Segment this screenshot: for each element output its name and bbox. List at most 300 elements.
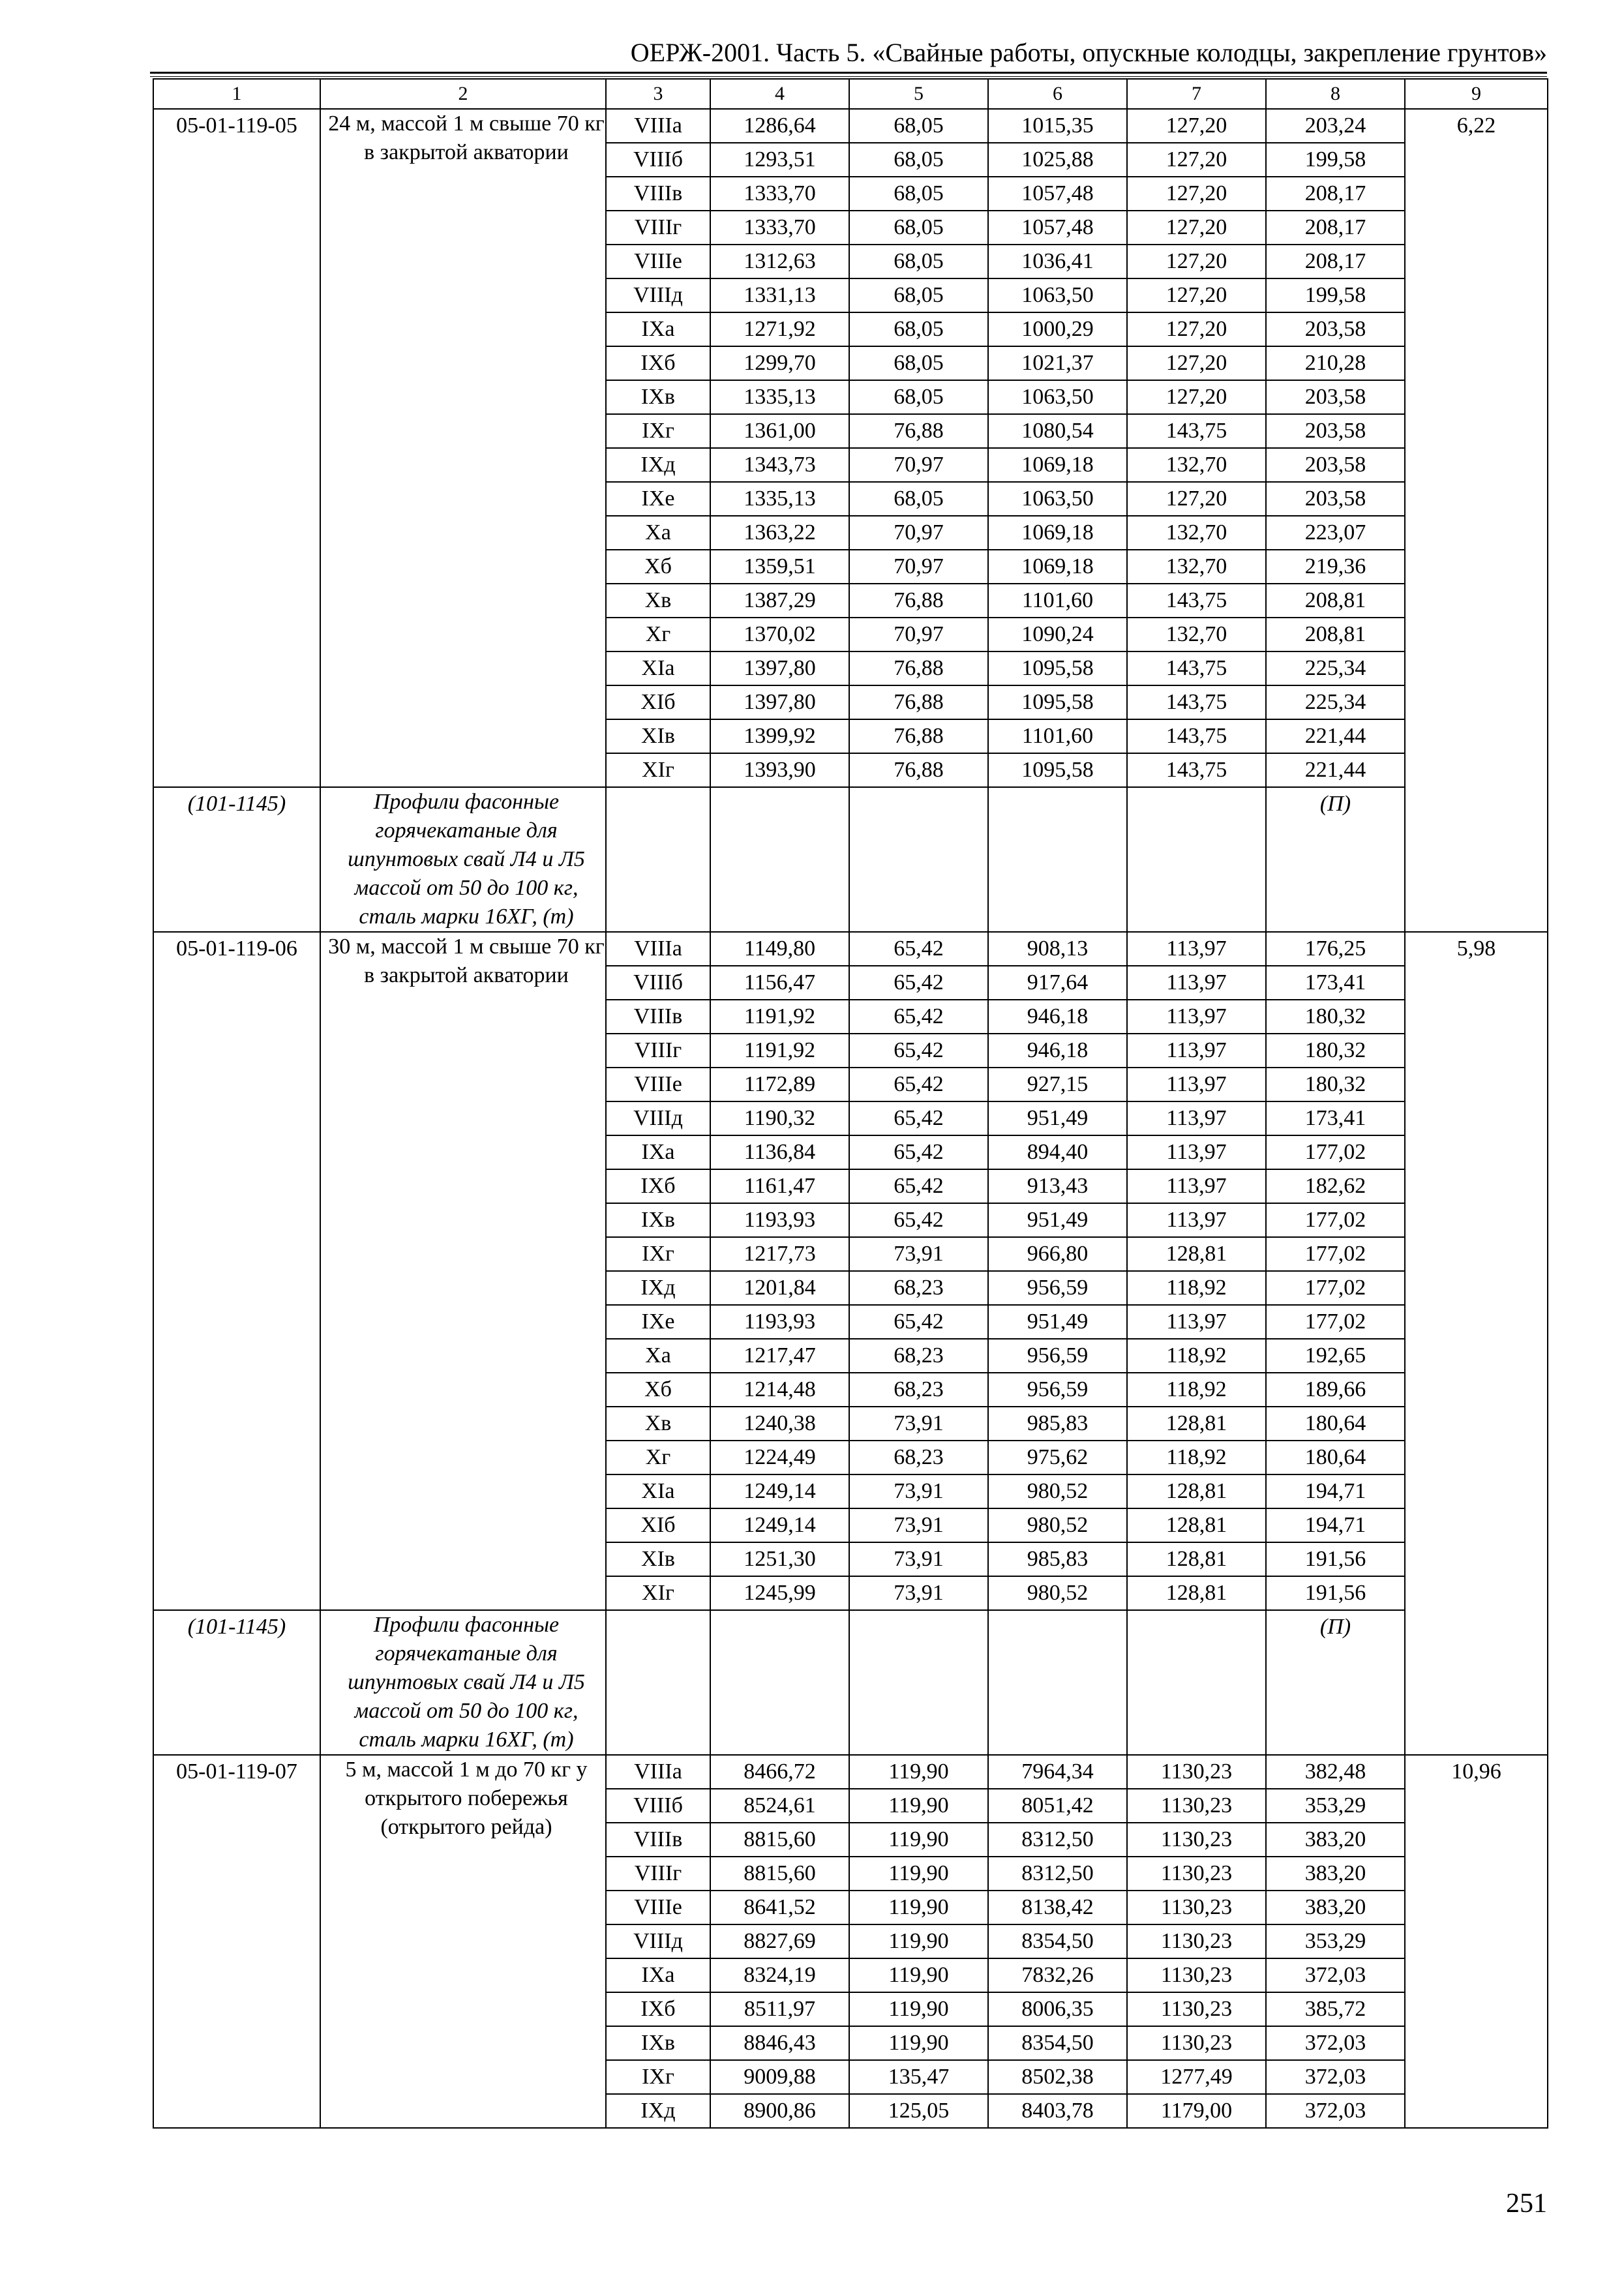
ground-category: VIIIг xyxy=(606,1857,710,1891)
value-cell: 127,20 xyxy=(1127,346,1266,380)
column-number: 3 xyxy=(606,79,710,109)
value-cell: 8641,52 xyxy=(710,1891,849,1924)
value-cell: 1130,23 xyxy=(1127,1958,1266,1992)
value-cell: 1191,92 xyxy=(710,1000,849,1034)
value-cell: 383,20 xyxy=(1266,1857,1405,1891)
value-cell: 177,02 xyxy=(1266,1271,1405,1305)
value-cell: 203,58 xyxy=(1266,380,1405,414)
value-cell: 191,56 xyxy=(1266,1576,1405,1610)
ground-category: IXв xyxy=(606,380,710,414)
value-cell: 68,05 xyxy=(849,482,988,516)
value-cell: 1069,18 xyxy=(988,550,1127,584)
empty-cell xyxy=(849,787,988,932)
value-cell: 113,97 xyxy=(1127,1034,1266,1068)
header-rule-thin xyxy=(150,76,1547,77)
value-cell: 73,91 xyxy=(849,1508,988,1542)
value-cell: 913,43 xyxy=(988,1169,1127,1203)
value-cell: 1249,14 xyxy=(710,1474,849,1508)
ground-category: VIIIа xyxy=(606,1755,710,1789)
table-row xyxy=(153,1755,1548,1789)
value-cell: 70,97 xyxy=(849,448,988,482)
empty-cell xyxy=(988,787,1127,932)
value-cell: 219,36 xyxy=(1266,550,1405,584)
value-cell: 1397,80 xyxy=(710,685,849,719)
value-cell: 1057,48 xyxy=(988,211,1127,245)
value-cell: 1136,84 xyxy=(710,1135,849,1169)
value-cell: 143,75 xyxy=(1127,685,1266,719)
value-cell: 68,05 xyxy=(849,143,988,177)
value-cell: 8138,42 xyxy=(988,1891,1127,1924)
rate-code: 05-01-119-06 xyxy=(153,932,320,1610)
value-cell: 1156,47 xyxy=(710,966,849,1000)
value-cell: 1217,73 xyxy=(710,1237,849,1271)
ground-category: XIв xyxy=(606,719,710,753)
value-cell: 76,88 xyxy=(849,414,988,448)
ground-category: Xа xyxy=(606,516,710,550)
value-cell: 1021,37 xyxy=(988,346,1127,380)
ground-category: IXг xyxy=(606,2060,710,2094)
value-cell: 73,91 xyxy=(849,1407,988,1441)
ground-category: IXа xyxy=(606,312,710,346)
value-cell: 1271,92 xyxy=(710,312,849,346)
ground-category: XIб xyxy=(606,1508,710,1542)
ground-category: VIIIб xyxy=(606,1789,710,1823)
value-cell: 118,92 xyxy=(1127,1373,1266,1407)
material-description: Профили фасонные горячекатаные для шпунтовых свай Л4 и Л5 массой от 50 до 100 кг, сталь марки 16ХГ, (т) xyxy=(320,787,606,932)
value-cell: 128,81 xyxy=(1127,1474,1266,1508)
value-cell: 143,75 xyxy=(1127,584,1266,618)
value-cell: 143,75 xyxy=(1127,753,1266,787)
ground-category: IXг xyxy=(606,414,710,448)
page-header-title: ОЕРЖ-2001. Часть 5. «Свайные работы, опускные колодцы, закрепление грунтов» xyxy=(630,38,1547,67)
value-cell: 68,23 xyxy=(849,1271,988,1305)
value-cell: 894,40 xyxy=(988,1135,1127,1169)
ground-category: Xг xyxy=(606,1441,710,1474)
value-cell: 208,81 xyxy=(1266,584,1405,618)
empty-cell xyxy=(1127,787,1266,932)
value-cell: 372,03 xyxy=(1266,2060,1405,2094)
material-code: (101-1145) xyxy=(153,1610,320,1755)
value-cell: 76,88 xyxy=(849,719,988,753)
value-cell: 956,59 xyxy=(988,1373,1127,1407)
value-cell: 1161,47 xyxy=(710,1169,849,1203)
value-cell: 73,91 xyxy=(849,1474,988,1508)
value-cell: 1000,29 xyxy=(988,312,1127,346)
value-cell: 180,64 xyxy=(1266,1407,1405,1441)
value-cell: 65,42 xyxy=(849,1101,988,1135)
value-cell: 65,42 xyxy=(849,1203,988,1237)
value-cell: 113,97 xyxy=(1127,966,1266,1000)
value-cell: 68,05 xyxy=(849,245,988,278)
value-cell: 1333,70 xyxy=(710,177,849,211)
column-number: 5 xyxy=(849,79,988,109)
value-cell: 951,49 xyxy=(988,1305,1127,1339)
ground-category: VIIIб xyxy=(606,143,710,177)
value-cell: 125,05 xyxy=(849,2094,988,2128)
value-cell: 223,07 xyxy=(1266,516,1405,550)
value-cell: 194,71 xyxy=(1266,1474,1405,1508)
value-cell: 65,42 xyxy=(849,1068,988,1101)
value-cell: 68,05 xyxy=(849,312,988,346)
value-cell: 383,20 xyxy=(1266,1891,1405,1924)
value-cell: 985,83 xyxy=(988,1542,1127,1576)
rate-description: 24 м, массой 1 м свыше 70 кг в закрытой акватории xyxy=(320,109,606,787)
ground-category: VIIIб xyxy=(606,966,710,1000)
value-cell: 65,42 xyxy=(849,966,988,1000)
value-cell: 119,90 xyxy=(849,1891,988,1924)
material-description: Профили фасонные горячекатаные для шпунтовых свай Л4 и Л5 массой от 50 до 100 кг, сталь марки 16ХГ, (т) xyxy=(320,1610,606,1755)
column-number: 7 xyxy=(1127,79,1266,109)
ground-category: XIв xyxy=(606,1542,710,1576)
value-cell: 1130,23 xyxy=(1127,1992,1266,2026)
ground-category: VIIIе xyxy=(606,1068,710,1101)
value-cell: 1217,47 xyxy=(710,1339,849,1373)
value-cell: 8354,50 xyxy=(988,2026,1127,2060)
empty-cell xyxy=(710,787,849,932)
value-cell: 128,81 xyxy=(1127,1542,1266,1576)
value-cell: 127,20 xyxy=(1127,143,1266,177)
value-cell: 7964,34 xyxy=(988,1755,1127,1789)
value-cell: 191,56 xyxy=(1266,1542,1405,1576)
value-cell: 68,05 xyxy=(849,278,988,312)
price-table-body xyxy=(153,79,1548,2128)
value-cell: 8006,35 xyxy=(988,1992,1127,2026)
value-cell: 73,91 xyxy=(849,1237,988,1271)
value-cell: 917,64 xyxy=(988,966,1127,1000)
value-cell: 1245,99 xyxy=(710,1576,849,1610)
ground-category: Xв xyxy=(606,1407,710,1441)
value-cell: 1393,90 xyxy=(710,753,849,787)
table-row xyxy=(153,109,1548,143)
value-cell: 68,05 xyxy=(849,380,988,414)
value-cell: 8900,86 xyxy=(710,2094,849,2128)
value-cell: 119,90 xyxy=(849,2026,988,2060)
value-cell: 203,58 xyxy=(1266,482,1405,516)
value-cell: 113,97 xyxy=(1127,1169,1266,1203)
value-cell: 76,88 xyxy=(849,753,988,787)
ground-category: VIIIв xyxy=(606,177,710,211)
ground-category: VIIIе xyxy=(606,245,710,278)
value-cell: 119,90 xyxy=(849,1823,988,1857)
value-cell: 372,03 xyxy=(1266,2026,1405,2060)
value-cell: 119,90 xyxy=(849,1992,988,2026)
value-cell: 177,02 xyxy=(1266,1305,1405,1339)
value-cell: 1063,50 xyxy=(988,482,1127,516)
value-cell: 8511,97 xyxy=(710,1992,849,2026)
value-cell: 383,20 xyxy=(1266,1823,1405,1857)
value-cell: 128,81 xyxy=(1127,1407,1266,1441)
ground-category: XIг xyxy=(606,1576,710,1610)
value-cell: 127,20 xyxy=(1127,245,1266,278)
value-cell: 176,25 xyxy=(1266,932,1405,966)
value-cell: 8846,43 xyxy=(710,2026,849,2060)
ground-category: XIа xyxy=(606,651,710,685)
value-cell: 1361,00 xyxy=(710,414,849,448)
ground-category: VIIIа xyxy=(606,932,710,966)
value-cell: 8815,60 xyxy=(710,1857,849,1891)
value-cell: 221,44 xyxy=(1266,753,1405,787)
value-cell: 1063,50 xyxy=(988,278,1127,312)
value-cell: 1335,13 xyxy=(710,380,849,414)
value-cell: 203,58 xyxy=(1266,448,1405,482)
value-cell: 1090,24 xyxy=(988,618,1127,651)
value-cell: 127,20 xyxy=(1127,482,1266,516)
value-cell: 128,81 xyxy=(1127,1576,1266,1610)
value-cell: 76,88 xyxy=(849,685,988,719)
value-cell: 1201,84 xyxy=(710,1271,849,1305)
value-cell: 208,81 xyxy=(1266,618,1405,651)
value-cell: 113,97 xyxy=(1127,1135,1266,1169)
value-cell: 1286,64 xyxy=(710,109,849,143)
value-cell: 180,32 xyxy=(1266,1034,1405,1068)
value-cell: 1069,18 xyxy=(988,448,1127,482)
value-cell: 980,52 xyxy=(988,1474,1127,1508)
value-cell: 1130,23 xyxy=(1127,1891,1266,1924)
value-cell: 985,83 xyxy=(988,1407,1127,1441)
value-cell: 70,97 xyxy=(849,550,988,584)
ground-category: IXд xyxy=(606,448,710,482)
empty-cell xyxy=(1127,1610,1266,1755)
value-cell: 189,66 xyxy=(1266,1373,1405,1407)
column-number: 2 xyxy=(320,79,606,109)
table-row xyxy=(153,932,1548,966)
value-cell: 68,23 xyxy=(849,1441,988,1474)
value-cell: 8815,60 xyxy=(710,1823,849,1857)
value-cell: 118,92 xyxy=(1127,1339,1266,1373)
ground-category: VIIIв xyxy=(606,1823,710,1857)
value-cell: 180,32 xyxy=(1266,1000,1405,1034)
value-cell: 980,52 xyxy=(988,1576,1127,1610)
ground-category: Xб xyxy=(606,1373,710,1407)
value-cell: 966,80 xyxy=(988,1237,1127,1271)
value-cell: 118,92 xyxy=(1127,1441,1266,1474)
value-cell: 127,20 xyxy=(1127,380,1266,414)
header-rule xyxy=(150,72,1547,74)
value-cell: 1277,49 xyxy=(1127,2060,1266,2094)
value-cell: 1399,92 xyxy=(710,719,849,753)
col9-value: 6,22 xyxy=(1405,109,1548,932)
value-cell: 127,20 xyxy=(1127,211,1266,245)
value-cell: 8312,50 xyxy=(988,1823,1127,1857)
ground-category: IXв xyxy=(606,2026,710,2060)
ground-category: IXд xyxy=(606,2094,710,2128)
value-cell: 173,41 xyxy=(1266,1101,1405,1135)
value-cell: 1335,13 xyxy=(710,482,849,516)
value-cell: 127,20 xyxy=(1127,177,1266,211)
value-cell: 1095,58 xyxy=(988,651,1127,685)
value-cell: 132,70 xyxy=(1127,448,1266,482)
value-cell: 1214,48 xyxy=(710,1373,849,1407)
value-cell: 956,59 xyxy=(988,1339,1127,1373)
ground-category: VIIIа xyxy=(606,109,710,143)
value-cell: 1331,13 xyxy=(710,278,849,312)
value-cell: 70,97 xyxy=(849,618,988,651)
value-cell: 951,49 xyxy=(988,1101,1127,1135)
value-cell: 68,05 xyxy=(849,109,988,143)
value-cell: 143,75 xyxy=(1127,651,1266,685)
value-cell: 210,28 xyxy=(1266,346,1405,380)
value-cell: 372,03 xyxy=(1266,2094,1405,2128)
value-cell: 8324,19 xyxy=(710,1958,849,1992)
value-cell: 132,70 xyxy=(1127,550,1266,584)
value-cell: 65,42 xyxy=(849,1000,988,1034)
value-cell: 353,29 xyxy=(1266,1789,1405,1823)
rate-description: 30 м, массой 1 м свыше 70 кг в закрытой акватории xyxy=(320,932,606,1610)
value-cell: 68,23 xyxy=(849,1373,988,1407)
price-table xyxy=(153,78,1548,2129)
value-cell: 127,20 xyxy=(1127,278,1266,312)
value-cell: 192,65 xyxy=(1266,1339,1405,1373)
value-cell: 177,02 xyxy=(1266,1135,1405,1169)
ground-category: VIIIв xyxy=(606,1000,710,1034)
value-cell: 113,97 xyxy=(1127,1101,1266,1135)
value-cell: 1149,80 xyxy=(710,932,849,966)
value-cell: 1333,70 xyxy=(710,211,849,245)
value-cell: 180,64 xyxy=(1266,1441,1405,1474)
column-number: 8 xyxy=(1266,79,1405,109)
ground-category: IXд xyxy=(606,1271,710,1305)
value-cell: 1293,51 xyxy=(710,143,849,177)
column-number: 9 xyxy=(1405,79,1548,109)
ground-category: XIг xyxy=(606,753,710,787)
ground-category: VIIIд xyxy=(606,278,710,312)
ground-category: Xг xyxy=(606,618,710,651)
ground-category: VIIIг xyxy=(606,211,710,245)
value-cell: 372,03 xyxy=(1266,1958,1405,1992)
value-cell: 199,58 xyxy=(1266,143,1405,177)
value-cell: 1080,54 xyxy=(988,414,1127,448)
value-cell: 113,97 xyxy=(1127,932,1266,966)
material-marker: (П) xyxy=(1266,1610,1405,1755)
value-cell: 127,20 xyxy=(1127,109,1266,143)
ground-category: VIIIг xyxy=(606,1034,710,1068)
value-cell: 1063,50 xyxy=(988,380,1127,414)
value-cell: 8354,50 xyxy=(988,1924,1127,1958)
value-cell: 135,47 xyxy=(849,2060,988,2094)
value-cell: 1036,41 xyxy=(988,245,1127,278)
value-cell: 221,44 xyxy=(1266,719,1405,753)
value-cell: 1397,80 xyxy=(710,651,849,685)
value-cell: 1190,32 xyxy=(710,1101,849,1135)
value-cell: 385,72 xyxy=(1266,1992,1405,2026)
value-cell: 1299,70 xyxy=(710,346,849,380)
material-marker: (П) xyxy=(1266,787,1405,932)
value-cell: 203,58 xyxy=(1266,414,1405,448)
value-cell: 7832,26 xyxy=(988,1958,1127,1992)
empty-cell xyxy=(849,1610,988,1755)
value-cell: 1069,18 xyxy=(988,516,1127,550)
value-cell: 225,34 xyxy=(1266,651,1405,685)
value-cell: 132,70 xyxy=(1127,516,1266,550)
value-cell: 113,97 xyxy=(1127,1203,1266,1237)
value-cell: 128,81 xyxy=(1127,1237,1266,1271)
value-cell: 65,42 xyxy=(849,1034,988,1068)
value-cell: 180,32 xyxy=(1266,1068,1405,1101)
value-cell: 68,05 xyxy=(849,346,988,380)
empty-cell xyxy=(606,787,710,932)
value-cell: 1359,51 xyxy=(710,550,849,584)
value-cell: 76,88 xyxy=(849,651,988,685)
value-cell: 70,97 xyxy=(849,516,988,550)
value-cell: 113,97 xyxy=(1127,1000,1266,1034)
value-cell: 1249,14 xyxy=(710,1508,849,1542)
ground-category: XIб xyxy=(606,685,710,719)
value-cell: 975,62 xyxy=(988,1441,1127,1474)
value-cell: 956,59 xyxy=(988,1271,1127,1305)
empty-cell xyxy=(606,1610,710,1755)
rate-description: 5 м, массой 1 м до 70 кг у открытого побережья (открытого рейда) xyxy=(320,1755,606,2128)
value-cell: 208,17 xyxy=(1266,245,1405,278)
value-cell: 119,90 xyxy=(849,1857,988,1891)
material-note-row xyxy=(153,787,1548,932)
ground-category: VIIIд xyxy=(606,1924,710,1958)
value-cell: 1363,22 xyxy=(710,516,849,550)
column-number: 1 xyxy=(153,79,320,109)
value-cell: 1095,58 xyxy=(988,753,1127,787)
value-cell: 382,48 xyxy=(1266,1755,1405,1789)
column-number: 4 xyxy=(710,79,849,109)
value-cell: 8502,38 xyxy=(988,2060,1127,2094)
value-cell: 1224,49 xyxy=(710,1441,849,1474)
value-cell: 113,97 xyxy=(1127,1068,1266,1101)
value-cell: 1193,93 xyxy=(710,1305,849,1339)
value-cell: 908,13 xyxy=(988,932,1127,966)
value-cell: 980,52 xyxy=(988,1508,1127,1542)
value-cell: 8466,72 xyxy=(710,1755,849,1789)
value-cell: 8827,69 xyxy=(710,1924,849,1958)
value-cell: 951,49 xyxy=(988,1203,1127,1237)
ground-category: XIа xyxy=(606,1474,710,1508)
value-cell: 119,90 xyxy=(849,1755,988,1789)
value-cell: 1101,60 xyxy=(988,584,1127,618)
ground-category: IXа xyxy=(606,1135,710,1169)
value-cell: 1101,60 xyxy=(988,719,1127,753)
value-cell: 119,90 xyxy=(849,1924,988,1958)
value-cell: 119,90 xyxy=(849,1958,988,1992)
col9-value: 10,96 xyxy=(1405,1755,1548,2128)
material-code: (101-1145) xyxy=(153,787,320,932)
value-cell: 65,42 xyxy=(849,1305,988,1339)
ground-category: IXб xyxy=(606,1169,710,1203)
value-cell: 182,62 xyxy=(1266,1169,1405,1203)
value-cell: 1312,63 xyxy=(710,245,849,278)
value-cell: 203,58 xyxy=(1266,312,1405,346)
value-cell: 1057,48 xyxy=(988,177,1127,211)
value-cell: 177,02 xyxy=(1266,1203,1405,1237)
value-cell: 1130,23 xyxy=(1127,2026,1266,2060)
value-cell: 68,05 xyxy=(849,177,988,211)
value-cell: 1130,23 xyxy=(1127,1857,1266,1891)
value-cell: 68,05 xyxy=(849,211,988,245)
value-cell: 946,18 xyxy=(988,1000,1127,1034)
ground-category: IXг xyxy=(606,1237,710,1271)
material-note-row xyxy=(153,1610,1548,1755)
value-cell: 194,71 xyxy=(1266,1508,1405,1542)
value-cell: 8524,61 xyxy=(710,1789,849,1823)
value-cell: 1130,23 xyxy=(1127,1924,1266,1958)
value-cell: 119,90 xyxy=(849,1789,988,1823)
value-cell: 946,18 xyxy=(988,1034,1127,1068)
value-cell: 1130,23 xyxy=(1127,1823,1266,1857)
value-cell: 73,91 xyxy=(849,1576,988,1610)
value-cell: 8312,50 xyxy=(988,1857,1127,1891)
value-cell: 68,23 xyxy=(849,1339,988,1373)
empty-cell xyxy=(710,1610,849,1755)
column-number-row xyxy=(153,79,1548,109)
rate-code: 05-01-119-05 xyxy=(153,109,320,787)
ground-category: IXб xyxy=(606,346,710,380)
value-cell: 8403,78 xyxy=(988,2094,1127,2128)
